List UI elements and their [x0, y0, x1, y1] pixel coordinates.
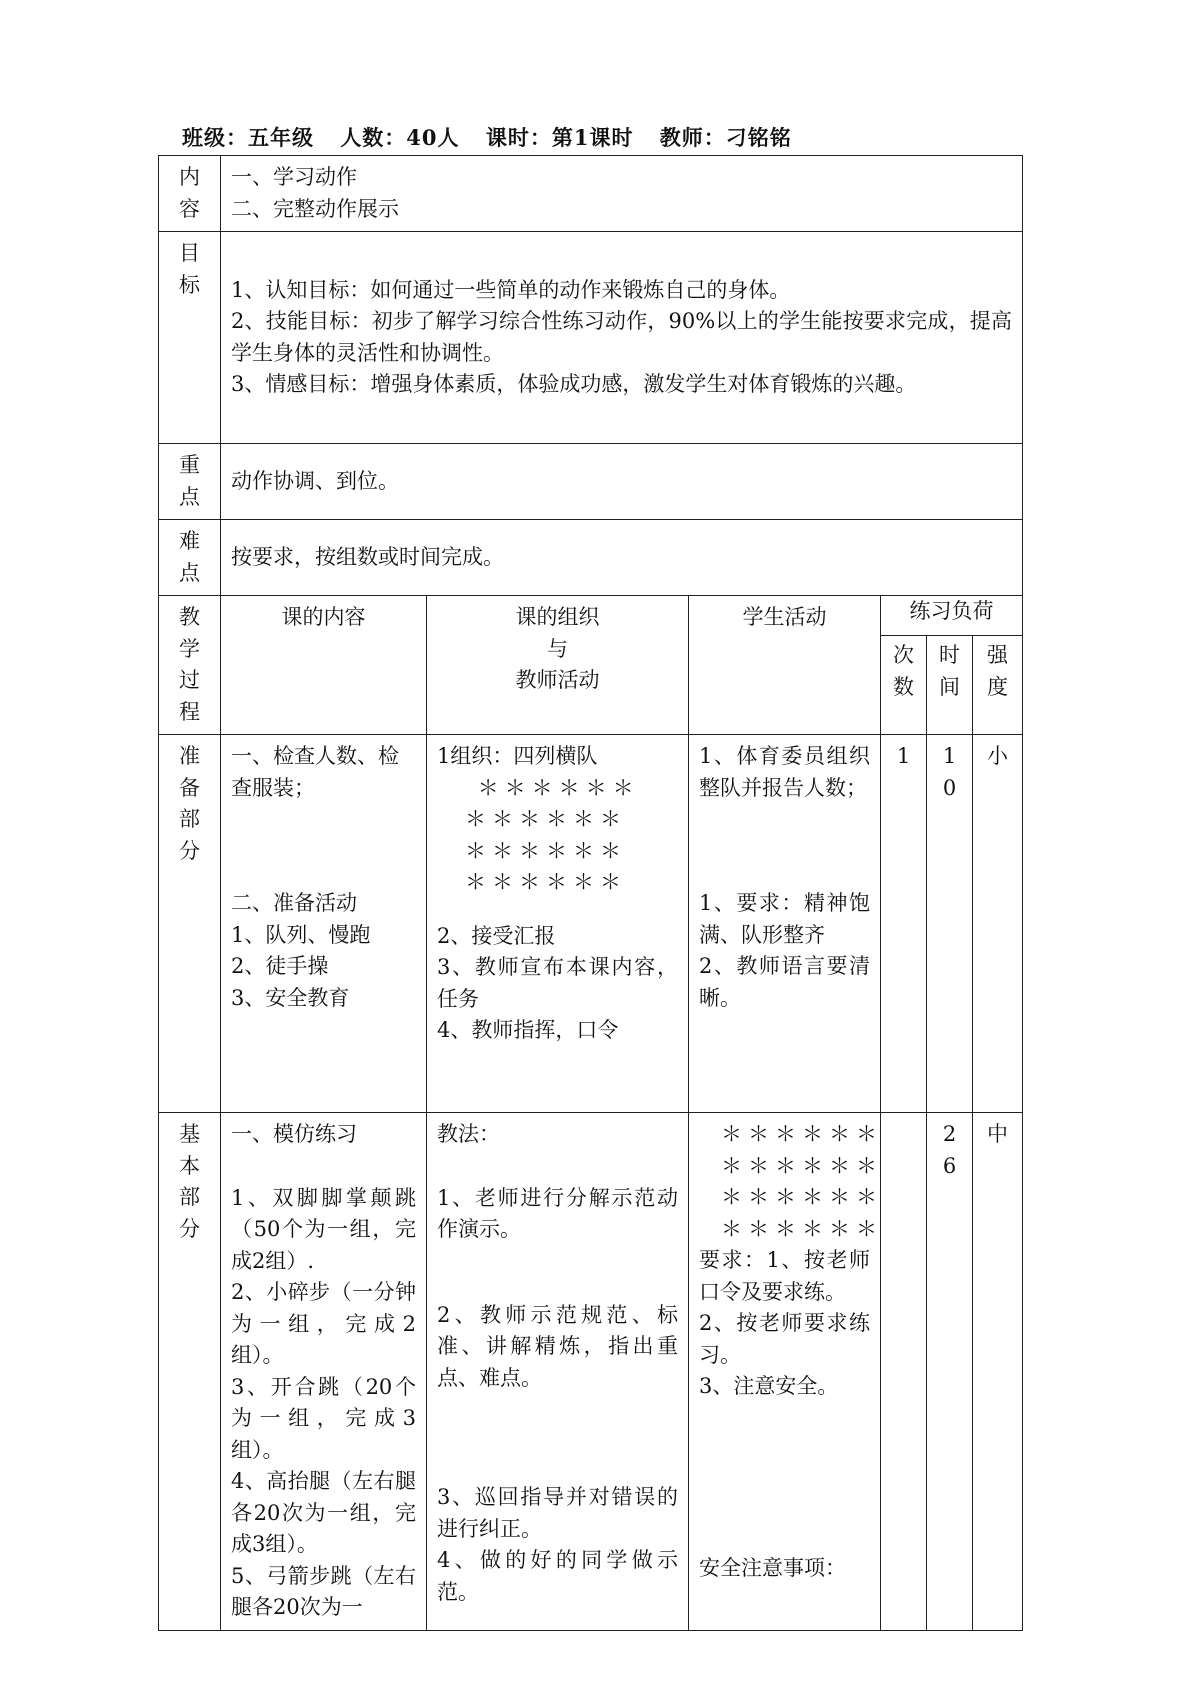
prep-organization — [427, 735, 689, 1113]
difficulty-row — [159, 520, 1023, 596]
prep-content-warmup: 二、准备活动 1、队列、慢跑 2、徒手操 3、安全教育 — [231, 891, 371, 1010]
prep-time: 1 0 — [927, 735, 973, 1113]
basic-student — [689, 1113, 881, 1631]
basic-times — [881, 1113, 927, 1631]
col-content-header: 课的内容 — [221, 596, 427, 735]
goals-label: 目 标 — [159, 232, 221, 444]
basic-row — [159, 1113, 1023, 1631]
key-point-row — [159, 444, 1023, 520]
basic-content — [221, 1113, 427, 1631]
goals-text: 1、认知目标：如何通过一些简单的动作来锻炼自己的身体。 2、技能目标：初步了解学习综合性练习动作，90%以上的学生能按要求完成，提高学生身体的灵活性和协调性。 3、情感目标：增强身体素质，体验成功感，激发学生对体育锻炼的兴趣。 — [221, 232, 1023, 444]
content-text: 一、学习动作 二、完整动作展示 — [221, 156, 1023, 232]
basic-org-correction: 3、巡回指导并对错误的进行纠正。 4、做的好的同学做示范。 — [437, 1485, 678, 1604]
col-time-header: 时 间 — [927, 636, 973, 735]
prep-times: 1 — [881, 735, 927, 1113]
difficulty-text: 按要求，按组数或时间完成。 — [221, 520, 1023, 596]
basic-content-exercises: 1、双脚脚掌颠跳（50个为一组，完成2组）. 2、小碎步（一分钟为一组，完成2组）。 3、开合跳（20个为一组，完成3组）。 4、高抬腿（左右腿各20次为一组，完成3组）。 5、弓箭步跳（左右腿各20次为一 — [231, 1185, 416, 1619]
key-point-text: 动作协调、到位。 — [221, 444, 1023, 520]
prep-intensity: 小 — [973, 735, 1023, 1113]
process-header-row — [159, 596, 1023, 636]
content-row — [159, 156, 1023, 232]
prep-row — [159, 735, 1023, 1113]
basic-org-demo: 1、老师进行分解示范动作演示。 — [437, 1185, 678, 1241]
prep-formation-stars: ＊＊＊＊＊＊ ＊＊＊＊＊＊ ＊＊＊＊＊＊ ＊＊＊＊＊＊ — [465, 775, 640, 894]
basic-org-standard: 2、教师示范规范、标准、讲解精炼，指出重点、难点。 — [437, 1302, 678, 1390]
student-count: 人数：40人 — [340, 125, 460, 150]
prep-student-report: 1、体育委员组织整队并报告人数； — [699, 744, 870, 800]
teacher-name: 教师：刁铭铭 — [659, 125, 792, 150]
goals-row — [159, 232, 1023, 444]
basic-student-requirements: 要求：1、按老师口令及要求练。 2、按老师要求练习。 3、注意安全。 — [699, 1248, 870, 1398]
col-load-header: 练习负荷 — [881, 596, 1023, 636]
prep-student-requirements: 1、要求：精神饱满、队形整齐 2、教师语言要清晰。 — [699, 891, 870, 1010]
basic-time: 2 6 — [927, 1113, 973, 1631]
class-info: 班级：五年级 — [182, 125, 314, 150]
basic-org-method: 教法： — [437, 1122, 500, 1146]
prep-content-check: 一、检查人数、检查服装； — [231, 744, 399, 800]
key-point-label: 重 点 — [159, 444, 221, 520]
basic-content-title: 一、模仿练习 — [231, 1122, 357, 1146]
lesson-number: 课时：第1课时 — [485, 125, 634, 150]
prep-label: 准 备 部 分 — [159, 735, 221, 1113]
basic-student-safety: 安全注意事项： — [699, 1555, 846, 1580]
prep-student — [689, 735, 881, 1113]
difficulty-label: 难 点 — [159, 520, 221, 596]
basic-intensity: 中 — [973, 1113, 1023, 1631]
lesson-plan-table — [158, 155, 1023, 1631]
process-label: 教 学 过 程 — [159, 596, 221, 735]
col-times-header: 次 数 — [881, 636, 927, 735]
basic-organization — [427, 1113, 689, 1631]
lesson-header — [182, 122, 810, 152]
content-label: 内 容 — [159, 156, 221, 232]
col-organization-header: 课的组织 与 教师活动 — [427, 596, 689, 735]
prep-content — [221, 735, 427, 1113]
basic-label: 基 本 部 分 — [159, 1113, 221, 1631]
basic-formation-stars: ＊＊＊＊＊＊ ＊＊＊＊＊＊ ＊＊＊＊＊＊ ＊＊＊＊＊＊ — [721, 1122, 883, 1241]
prep-org-formation: 1组织：四列横队 — [437, 744, 598, 768]
prep-org-steps: 2、接受汇报 3、教师宣布本课内容，任务 4、教师指挥，口令 — [437, 923, 678, 1042]
col-intensity-header: 强 度 — [973, 636, 1023, 735]
col-student-header: 学生活动 — [689, 596, 881, 735]
